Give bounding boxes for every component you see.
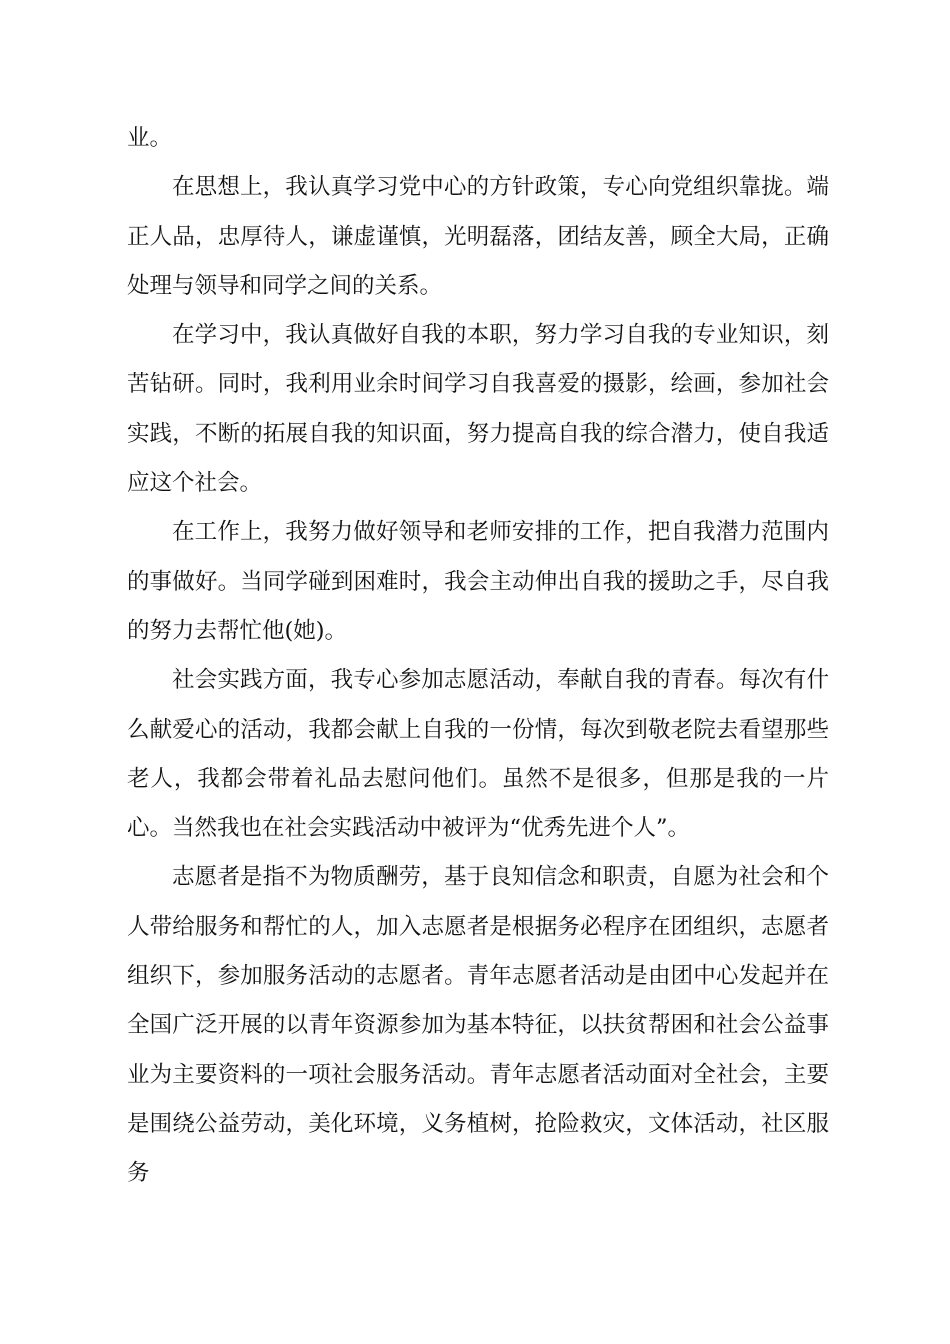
- paragraph-study: 在学习中，我认真做好自我的本职，努力学习自我的专业知识，刻苦钻研。同时，我利用业余时间学习自我喜爱的摄影，绘画，参加社会实践，不断的拓展自我的知识面，努力提高自我的综合潜力，使自我适应这个社会。: [127, 322, 829, 497]
- paragraph-continuation: 业。: [127, 125, 173, 151]
- paragraph-volunteer: 志愿者是指不为物质酬劳，基于良知信念和职责，自愿为社会和个人带给服务和帮忙的人，加入志愿者是根据务必程序在团组织，志愿者组织下，参加服务活动的志愿者。青年志愿者活动是由团中心发起并在全国广泛开展的以青年资源参加为基本特征，以扶贫帮困和社会公益事业为主要资料的一项社会服务活动。青年志愿者活动面对全社会，主要是围绕公益劳动，美化环境，义务植树，抢险救灾，文体活动，社区服务: [127, 864, 829, 1187]
- paragraph-social-practice: 社会实践方面，我专心参加志愿活动，奉献自我的青春。每次有什么献爱心的活动，我都会献上自我的一份情，每次到敬老院去看望那些老人，我都会带着礼品去慰问他们。虽然不是很多，但那是我的一片心。当然我也在社会实践活动中被评为“优秀先进个人”。: [127, 667, 829, 842]
- paragraph-work: 在工作上，我努力做好领导和老师安排的工作，把自我潜力范围内的事做好。当同学碰到困难时，我会主动伸出自我的援助之手，尽自我的努力去帮忙他(她)。: [127, 519, 829, 644]
- body-text: [127, 114, 829, 1199]
- paragraph-ideology: 在思想上，我认真学习党中心的方针政策，专心向党组织靠拢。端正人品，忠厚待人，谦虚谨慎，光明磊落，团结友善，顾全大局，正确处理与领导和同学之间的关系。: [127, 174, 829, 299]
